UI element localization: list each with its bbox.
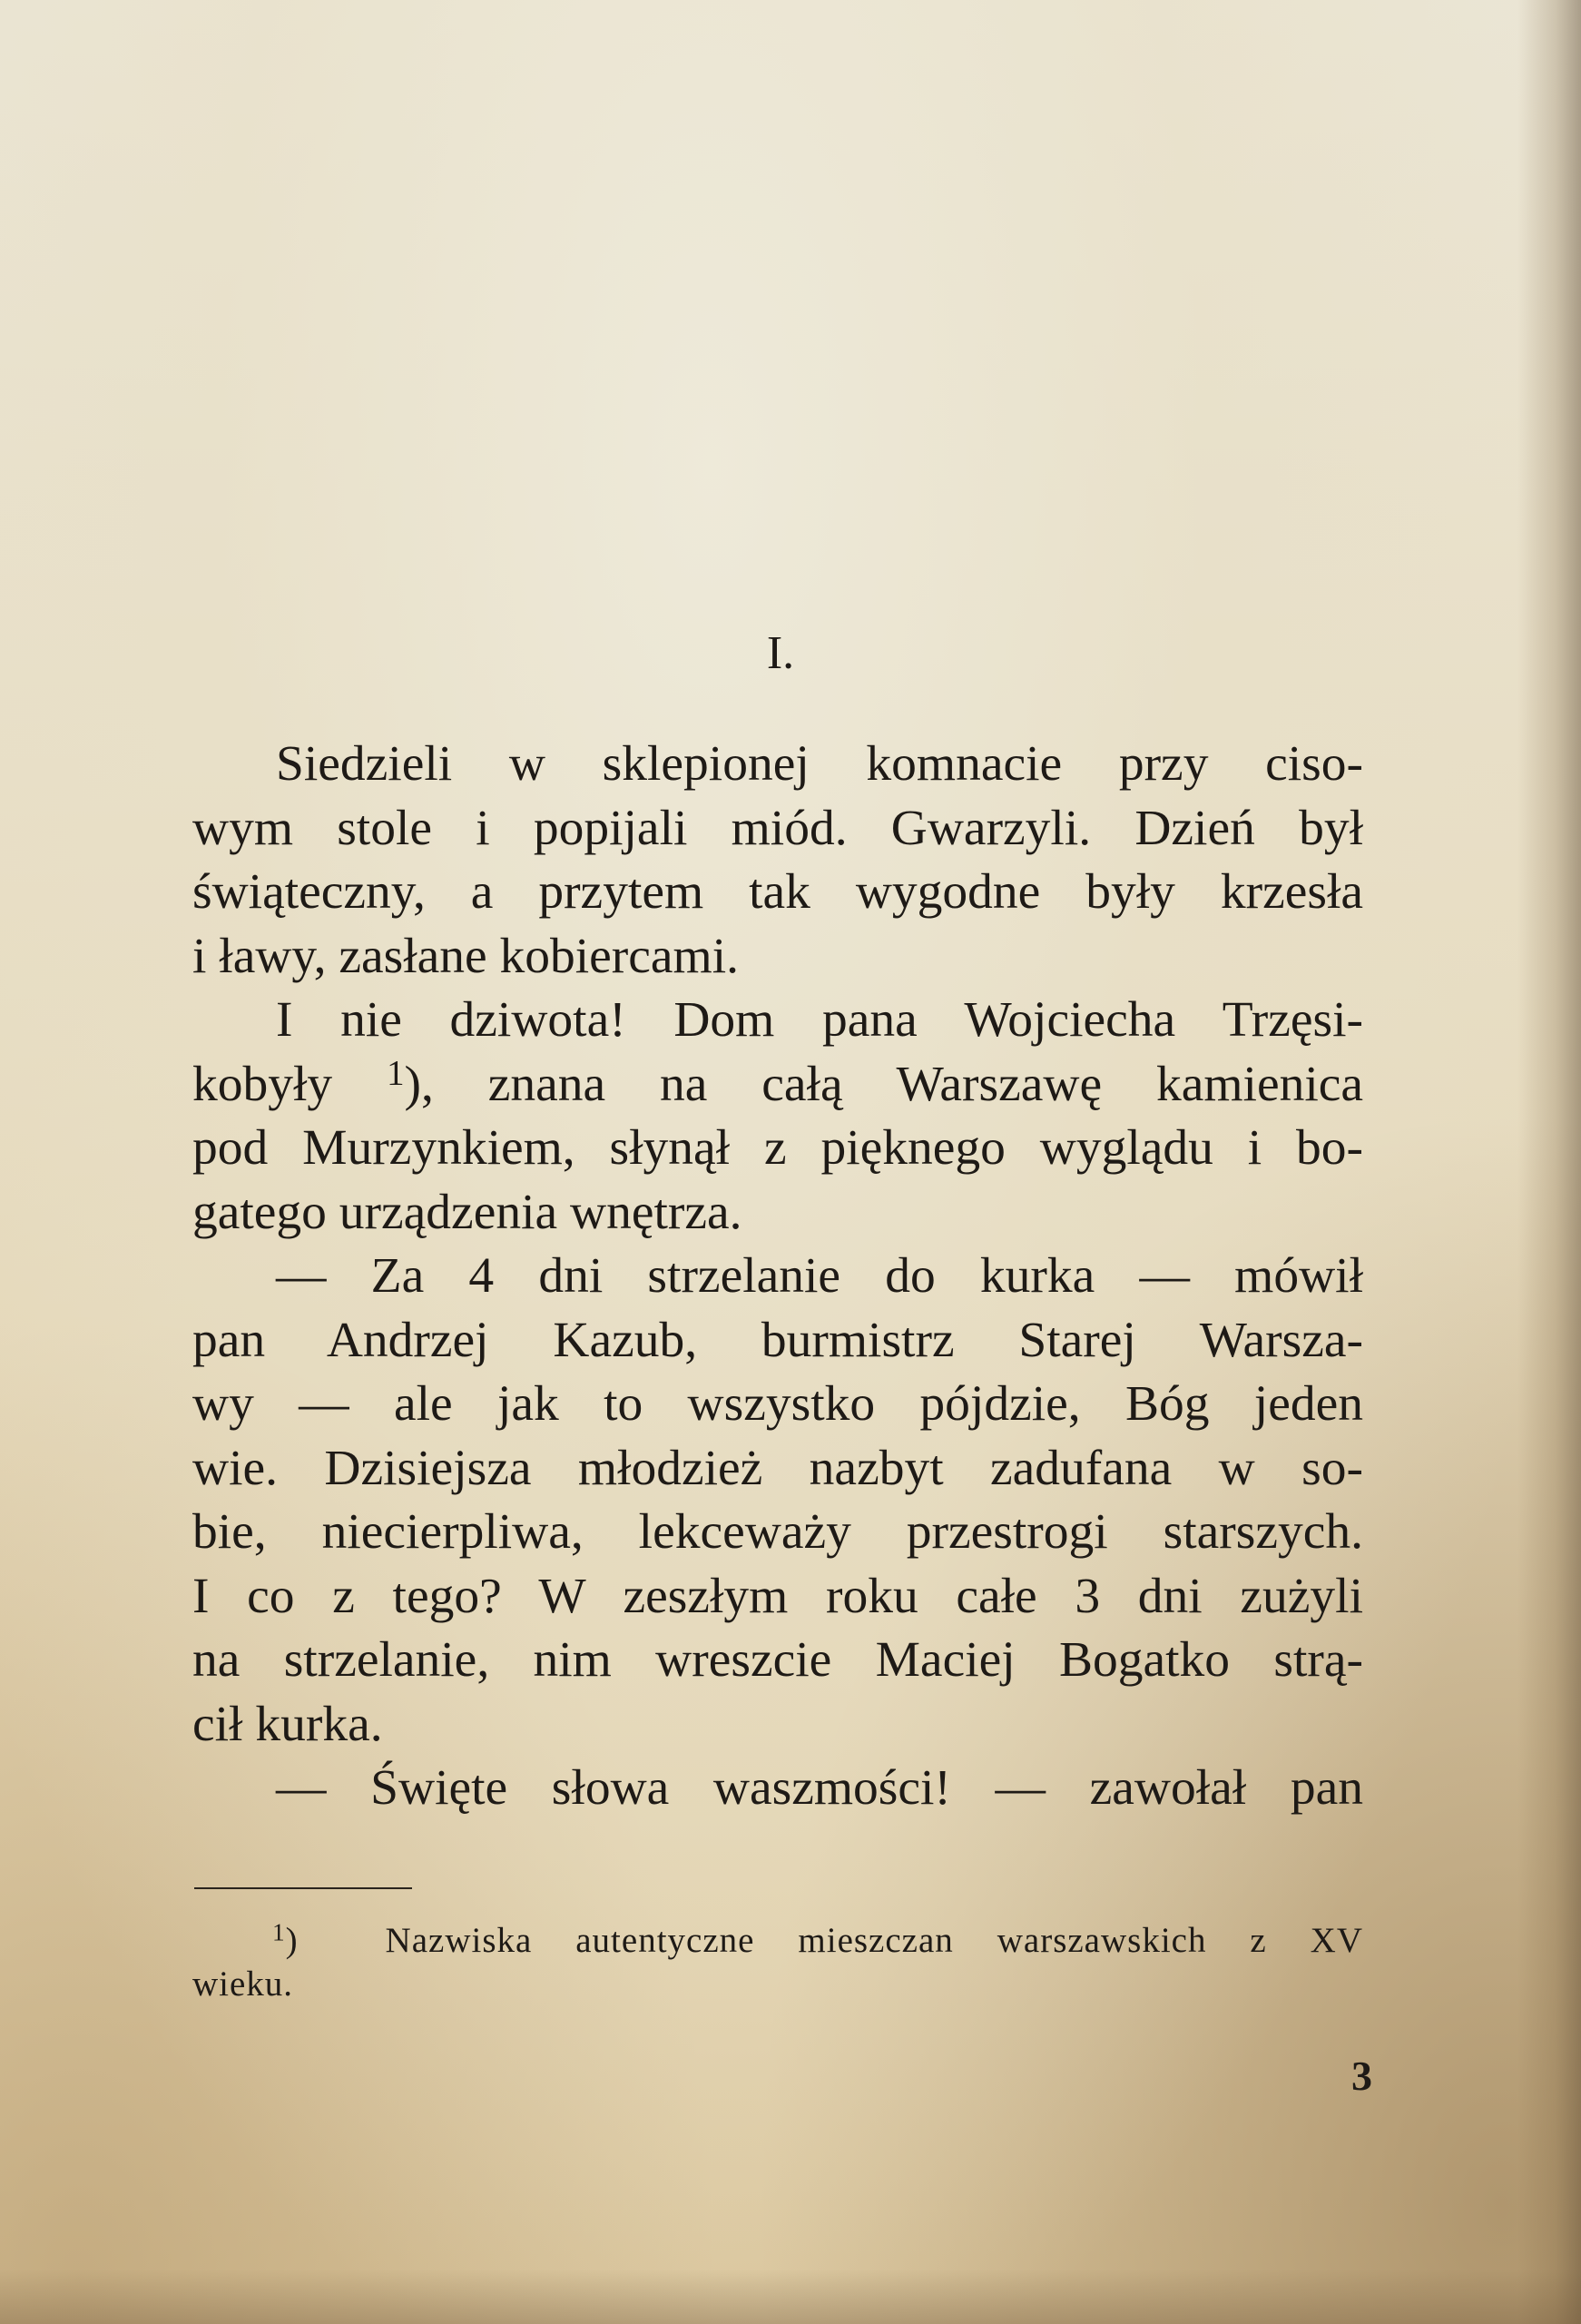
- text-line: [192, 1053, 1364, 1112]
- footnote-line: wieku.: [192, 1965, 294, 2004]
- footnote-line: [192, 1919, 1363, 1963]
- text-line: I co z tego? W zeszłym roku całe 3 dni zużyli: [192, 1568, 1363, 1624]
- text-line: cił kurka.: [192, 1696, 383, 1752]
- paragraph-2-end: [192, 1181, 1363, 1246]
- text-line: I nie dziwota! Dom pana Wojciecha Trzęsi-: [276, 992, 1363, 1048]
- text-line: pod Murzynkiem, słynął z pięknego wyglądu i bo-: [192, 1120, 1363, 1176]
- paragraph-2: [192, 989, 1363, 1181]
- paragraph-1-end: [192, 925, 1363, 990]
- text-line: Siedzieli w sklepionej komnacie przy ciso-: [276, 736, 1363, 792]
- footnote-text: Nazwiska autentyczne mieszczan warszawskich z XV: [385, 1921, 1363, 1960]
- chapter-heading: I.: [766, 627, 795, 679]
- text-line: świąteczny, a przytem tak wygodne były krzesła: [192, 864, 1363, 920]
- text-fragment: kobyły: [192, 1056, 388, 1112]
- text-line: wie. Dzisiejsza młodzież nazbyt zadufana w so-: [192, 1440, 1363, 1496]
- page-number: 3: [1351, 2053, 1372, 2099]
- text-fragment: ), znana na całą Warszawę kamienica: [404, 1056, 1364, 1112]
- page-bottom-shadow: [0, 2270, 1581, 2324]
- text-line: pan Andrzej Kazub, burmistrz Starej Warsza-: [192, 1312, 1363, 1368]
- text-line: bie, niecierpliwa, lekceważy przestrogi starszych.: [192, 1504, 1363, 1560]
- paragraph-1: [192, 733, 1363, 925]
- footnote-divider: [194, 1887, 412, 1889]
- footnote-marker: 1: [272, 1918, 286, 1946]
- text-line: wym stole i popijali miód. Gwarzyli. Dzień był: [192, 800, 1363, 856]
- text-line: na strzelanie, nim wreszcie Maciej Bogatko strą-: [192, 1632, 1363, 1688]
- text-line: — Święte słowa waszmości! — zawołał pan: [276, 1760, 1363, 1816]
- footnote: [192, 1919, 1363, 2006]
- paragraph-3: [192, 1245, 1363, 1693]
- text-line: i ławy, zasłane kobiercami.: [192, 928, 740, 984]
- text-line: — Za 4 dni strzelanie do kurka — mówił: [276, 1248, 1363, 1304]
- body-text: [192, 733, 1363, 1821]
- text-line: gatego urządzenia wnętrza.: [192, 1184, 742, 1240]
- paragraph-4: [192, 1757, 1363, 1821]
- footnote-reference: 1: [387, 1053, 405, 1093]
- footnote-marker-paren: ): [285, 1921, 299, 1960]
- paragraph-3-end: [192, 1693, 1363, 1758]
- text-line: wy — ale jak to wszystko pójdzie, Bóg jeden: [192, 1376, 1363, 1432]
- page-edge-shadow: [1517, 0, 1581, 2324]
